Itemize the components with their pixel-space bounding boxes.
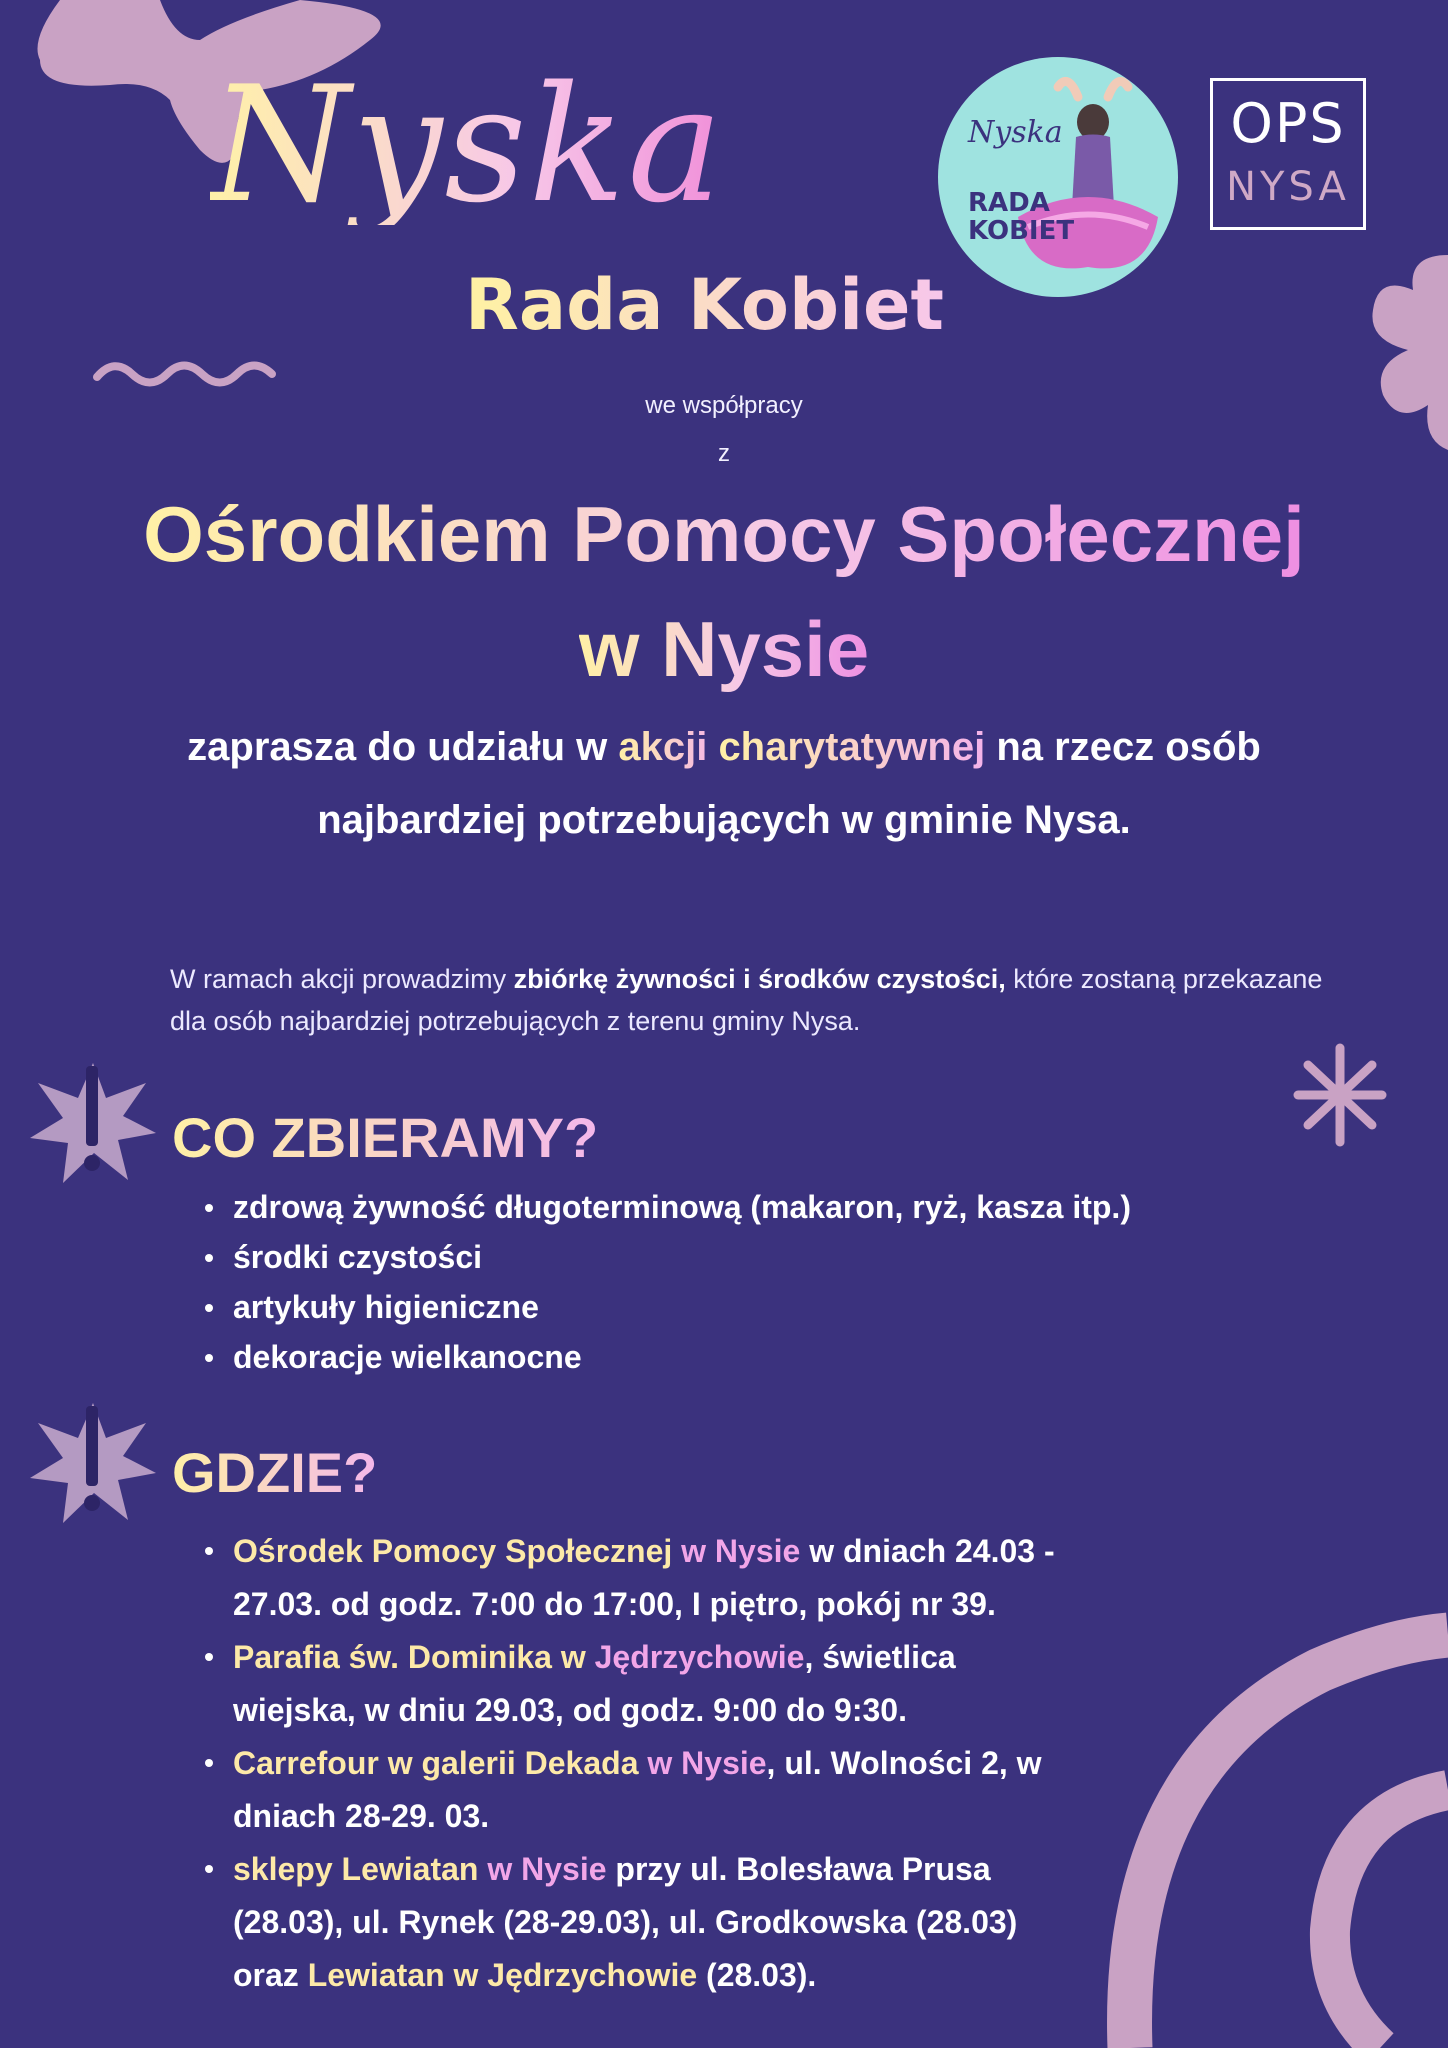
circle-logo-line1: Nyska [968, 115, 1063, 150]
list-item: sklepy Lewiatan w Nysie przy ul. Bolesława Prusa (28.03), ul. Rynek (28-29.03), ul. Grodkowska (28.03) oraz Lewiatan w Jędrzychowie (28.03). [205, 1843, 1065, 2002]
circle-logo-line2: RADA [968, 188, 1050, 218]
list-item: zdrową żywność długoterminową (makaron, ryż, kasza itp.) [205, 1182, 1131, 1232]
organization-line2: w Nysie [578, 605, 870, 693]
cooperation-line1: we współpracy [645, 392, 803, 419]
list-item: dekoracje wielkanocne [205, 1332, 1131, 1382]
ops-logo-top: OPS [1230, 92, 1346, 155]
squiggle-line [92, 352, 292, 392]
ops-nysa-logo [1210, 78, 1366, 230]
circle-logo-line3: KOBIET [968, 216, 1075, 246]
intro-paragraph: W ramach akcji prowadzimy zbiórkę żywności i środków czystości, które zostaną przekazane dla osób najbardziej potrzebujących z terenu gminy Nysa. [170, 964, 1323, 1036]
where-list [205, 1525, 1065, 2002]
rada-kobiet-logo [938, 57, 1178, 297]
ops-logo-bottom: NYSA [1226, 164, 1350, 210]
invitation-line1: zaprasza do udziału w akcji charytatywnej na rzecz osób [187, 725, 1261, 769]
circle-logo-text [968, 189, 1118, 245]
list-item: środki czystości [205, 1232, 1131, 1282]
cooperation-line2: z [718, 440, 730, 467]
exclamation-icon [28, 1398, 158, 1528]
invitation-line2: najbardziej potrzebujących w gminie Nysa. [317, 798, 1131, 842]
where-section-title: GDZIE? [172, 1441, 378, 1504]
header-title: Rada Kobiet [465, 264, 944, 346]
what-list [205, 1182, 1131, 1382]
ballerina-illustration [998, 67, 1158, 297]
organization-line1: Ośrodkiem Pomocy Społecznej [143, 490, 1305, 578]
list-item: Carrefour w galerii Dekada w Nysie, ul. Wolności 2, w dniach 28-29. 03. [205, 1737, 1065, 1843]
sparkle-star [1290, 1040, 1390, 1150]
list-item: Parafia św. Dominika w Jędrzychowie, świetlica wiejska, w dniu 29.03, od godz. 9:00 do 9:30. [205, 1631, 1065, 1737]
what-section-title: CO ZBIERAMY? [172, 1106, 599, 1169]
header-script-title: Nyska [210, 51, 725, 238]
list-item: artykuły higieniczne [205, 1282, 1131, 1332]
arc-shape-bottom-right [1090, 1600, 1448, 2048]
exclamation-icon [28, 1058, 158, 1188]
list-item: Ośrodek Pomocy Społecznej w Nysie w dniach 24.03 - 27.03. od godz. 7:00 do 17:00, I piętro, pokój nr 39. [205, 1525, 1065, 1631]
